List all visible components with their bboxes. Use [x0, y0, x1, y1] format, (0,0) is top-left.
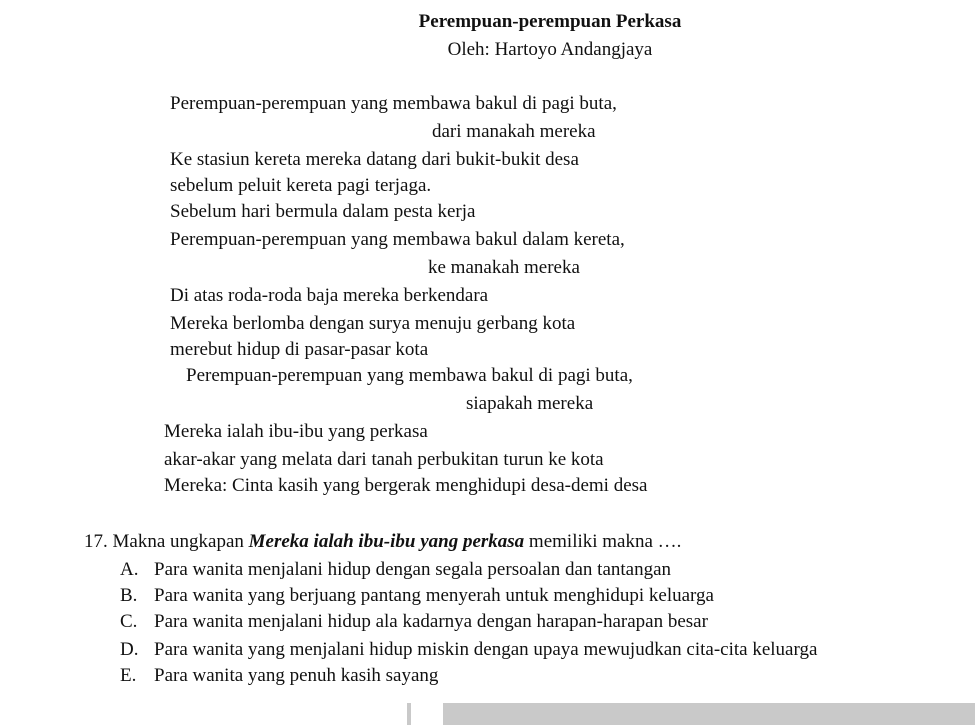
option-letter: C. — [120, 611, 138, 632]
poem-line: Perempuan-perempuan yang membawa bakul dalam kereta, — [170, 229, 625, 250]
option-letter: A. — [120, 559, 139, 580]
option-text: Para wanita menjalani hidup ala kadarnya dengan harapan-harapan besar — [154, 611, 708, 632]
poem-line: akar-akar yang melata dari tanah perbukitan turun ke kota — [164, 449, 604, 470]
poem-line: Mereka ialah ibu-ibu yang perkasa — [164, 421, 428, 442]
poem-line: Mereka berlomba dengan surya menuju gerbang kota — [170, 313, 576, 334]
bottom-gray-bar — [443, 703, 975, 725]
option-letter: E. — [120, 665, 137, 686]
poem-line: Ke stasiun kereta mereka datang dari bukit-bukit desa — [170, 149, 579, 170]
option-text: Para wanita yang penuh kasih sayang — [154, 665, 439, 686]
question-quote: Mereka ialah ibu-ibu yang perkasa — [248, 531, 525, 552]
poem-line: Mereka: Cinta kasih yang bergerak menghidupi desa-demi desa — [164, 475, 648, 496]
option-letter: D. — [120, 639, 139, 660]
poem-line: merebut hidup di pasar-pasar kota — [170, 339, 429, 360]
option-text: Para wanita menjalani hidup dengan segala persoalan dan tantangan — [154, 559, 672, 580]
poem-line: Di atas roda-roda baja mereka berkendara — [170, 285, 489, 306]
scroll-divider — [407, 703, 411, 725]
option-letter: B. — [120, 585, 138, 606]
answer-option-a[interactable] — [120, 558, 671, 582]
poem-line: Perempuan-perempuan yang membawa bakul di pagi buta, — [186, 365, 633, 386]
answer-option-c[interactable] — [120, 610, 708, 634]
question-prefix: 17. Makna ungkapan — [84, 531, 249, 552]
poem-line: dari manakah mereka — [432, 121, 596, 142]
option-text: Para wanita yang berjuang pantang menyerah untuk menghidupi keluarga — [154, 585, 714, 606]
option-text: Para wanita yang menjalani hidup miskin dengan upaya mewujudkan cita-cita keluarga — [154, 639, 818, 660]
question-suffix: memiliki makna …. — [524, 531, 682, 552]
poem-line: sebelum peluit kereta pagi terjaga. — [170, 175, 432, 196]
answer-option-b[interactable] — [120, 584, 714, 608]
poem-line: siapakah mereka — [466, 393, 594, 414]
question-stem — [84, 530, 681, 554]
poem-line: Sebelum hari bermula dalam pesta kerja — [170, 201, 476, 222]
poem-line: ke manakah mereka — [428, 257, 580, 278]
answer-option-e[interactable] — [120, 664, 438, 688]
poem-title: Perempuan-perempuan Perkasa — [418, 11, 682, 32]
answer-option-d[interactable] — [120, 638, 817, 662]
poem-author: Oleh: Hartoyo Andangjaya — [447, 39, 653, 60]
poem-line: Perempuan-perempuan yang membawa bakul di pagi buta, — [170, 93, 617, 114]
